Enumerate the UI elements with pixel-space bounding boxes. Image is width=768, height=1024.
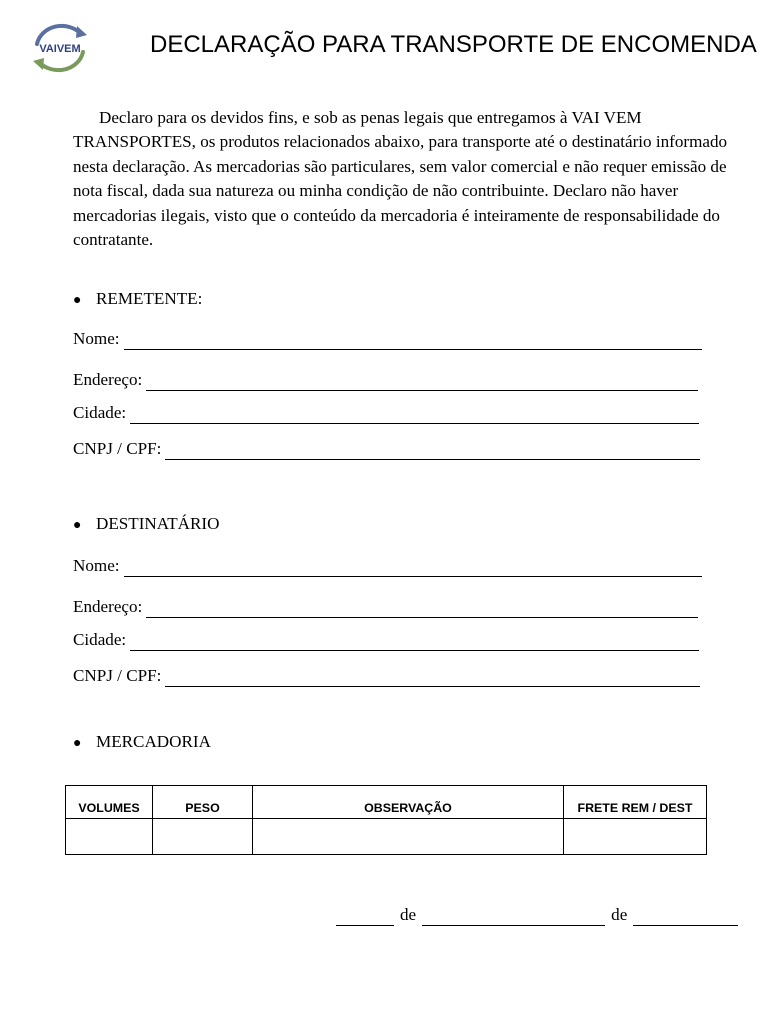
recipient-address-field[interactable] [73,596,698,618]
vaivem-logo [27,20,93,76]
recipient-city-label: Cidade: [73,630,127,649]
bullet-icon: ● [73,518,82,533]
sender-doc-label: CNPJ / CPF: [73,439,162,458]
month-blank[interactable] [422,908,605,926]
sender-heading [73,288,202,312]
recipient-name-line[interactable] [124,559,702,577]
col-volumes: VOLUMES [66,786,153,819]
sender-doc-line[interactable] [165,442,700,460]
sender-doc-field[interactable] [73,438,700,460]
recipient-city-line[interactable] [130,633,699,651]
logo-text: VAIVEM [39,43,81,55]
frete-cell[interactable] [564,819,707,855]
document-title: DECLARAÇÃO PARA TRANSPORTE DE ENCOMENDA [150,31,757,58]
sender-name-field[interactable] [73,328,702,350]
date-de-1: de [400,905,417,924]
bullet-icon: ● [73,736,82,751]
declaration-paragraph: Declaro para os devidos fins, e sob as penas legais que entregamos à VAI VEM TRANSPORTES, os produtos relacionados abaixo, para transporte até o destinatário informado nesta declaração. As mercadorias são particulares, sem valor comercial e não requer emissão de nota fiscal, dada sua natureza ou minha condição de não contribuinte. Declaro não haver mercadorias ilegais, visto que o conteúdo da mercadoria é inteiramente de responsabilidade do contratante. [73,108,728,250]
day-blank[interactable] [336,908,394,926]
sender-city-label: Cidade: [73,403,127,422]
recipient-city-field[interactable] [73,629,699,651]
sender-address-line[interactable] [146,373,698,391]
bullet-icon: ● [73,293,82,308]
col-frete: FRETE REM / DEST [564,786,707,819]
year-blank[interactable] [633,908,738,926]
sender-city-field[interactable] [73,402,699,424]
sender-address-field[interactable] [73,369,698,391]
goods-heading-label: MERCADORIA [96,732,211,751]
col-peso: PESO [153,786,253,819]
goods-table-row [66,819,707,855]
sender-heading-label: REMETENTE: [96,289,203,308]
recipient-doc-line[interactable] [165,669,700,687]
recipient-name-field[interactable] [73,555,702,577]
logo-arrowhead-top [76,26,87,38]
date-line [336,904,746,926]
recipient-doc-field[interactable] [73,665,700,687]
recipient-name-label: Nome: [73,556,120,575]
peso-cell[interactable] [153,819,253,855]
col-observacao: OBSERVAÇÃO [253,786,564,819]
sender-name-label: Nome: [73,329,120,348]
volumes-cell[interactable] [66,819,153,855]
recipient-address-label: Endereço: [73,597,143,616]
sender-address-label: Endereço: [73,370,143,389]
goods-table-header-row [66,786,707,819]
date-de-2: de [611,905,628,924]
logo-arrowhead-bottom [33,58,44,70]
observacao-cell[interactable] [253,819,564,855]
sender-name-line[interactable] [124,332,702,350]
recipient-doc-label: CNPJ / CPF: [73,666,162,685]
recipient-address-line[interactable] [146,600,698,618]
goods-table [65,785,707,855]
goods-heading [73,731,211,755]
sender-city-line[interactable] [130,406,699,424]
recipient-heading [73,513,219,537]
recipient-heading-label: DESTINATÁRIO [96,514,220,533]
